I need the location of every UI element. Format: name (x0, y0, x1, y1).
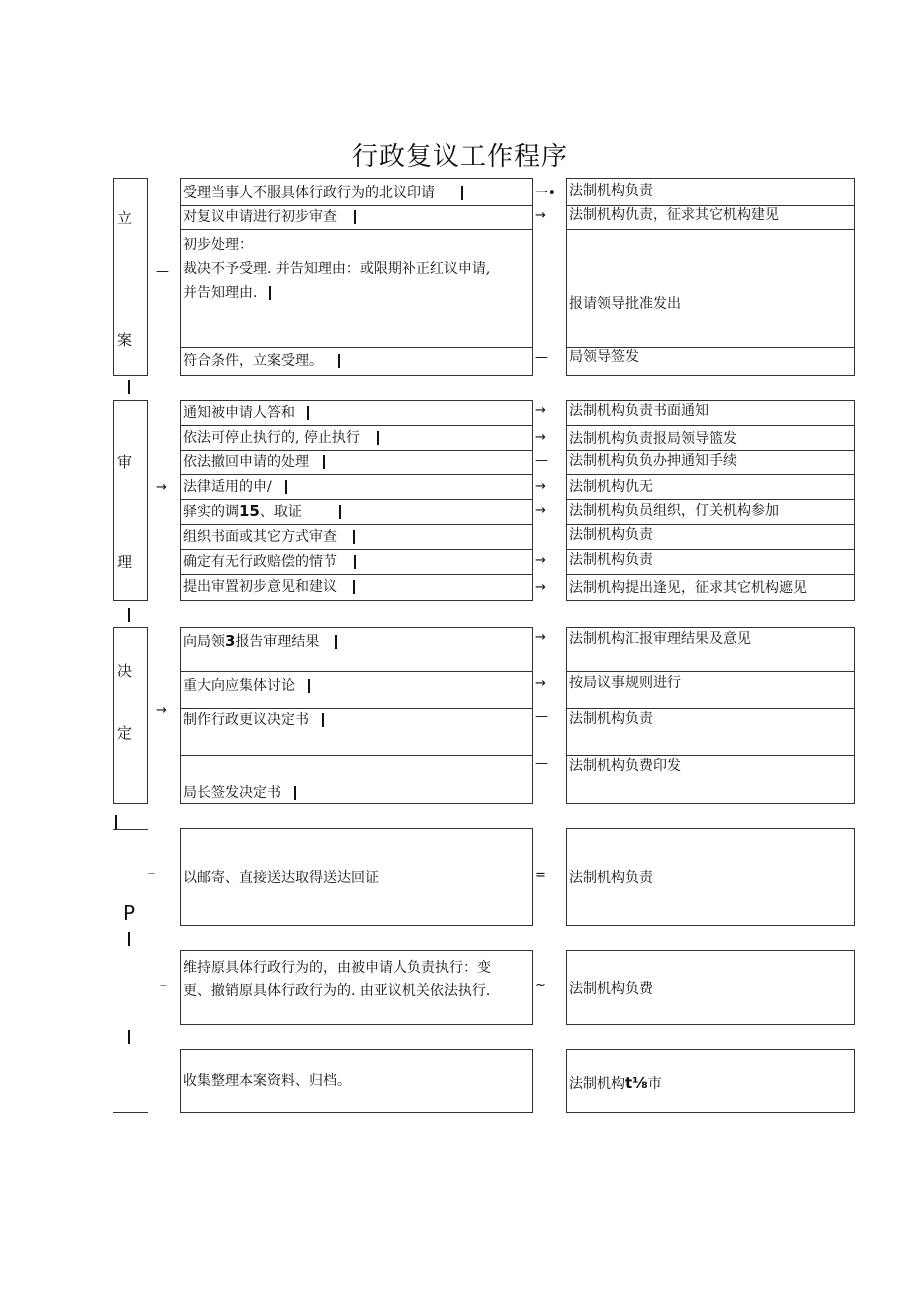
text-cursor-bar (285, 480, 287, 494)
text-cursor-bar (307, 406, 309, 420)
text-cursor-bar (354, 555, 356, 569)
shen-item-5-number: 15 (239, 502, 260, 520)
stage-arrow-shen-li: → (156, 480, 167, 495)
li-an-left-box (180, 178, 533, 376)
row-divider (181, 229, 532, 230)
row-divider (181, 499, 532, 500)
arrow: → (535, 553, 546, 568)
stage-char-li2: 理 (117, 553, 133, 571)
row-divider (567, 671, 854, 672)
jue-resp-3: 法制机构负责 (569, 711, 653, 727)
row-divider (181, 474, 532, 475)
arrow: → (535, 676, 546, 691)
arrow: — (535, 756, 548, 771)
arrow: = (535, 868, 546, 883)
text-cursor-bar (323, 455, 325, 469)
stage-separator (128, 608, 130, 622)
li-an-right-box (566, 178, 855, 376)
shen-li-left-box (180, 400, 533, 601)
arrow: → (535, 403, 546, 418)
shen-resp-6: 法制机构负责 (569, 527, 653, 543)
stage-arrow-jue-ding: → (156, 703, 167, 718)
row-divider (181, 574, 532, 575)
shen-item-4: 法律适用的申/ (183, 479, 272, 495)
execute-item-line2: 更、撤销原具体行政行为的. 由亚议机关依法执行. (183, 983, 491, 999)
archive-resp-c: 市 (647, 1076, 662, 1092)
shen-item-2: 依法可停止执行的, 停止执行 (183, 430, 360, 446)
stage-label-p: P (123, 901, 136, 925)
row-divider (181, 671, 532, 672)
jue-item-3: 制作行政更议决定书 (183, 712, 309, 728)
row-divider (567, 474, 854, 475)
li-resp-3: 报请领导批准发出 (569, 296, 681, 312)
row-divider (181, 755, 532, 756)
shen-item-6: 组织书面或其它方式审查 (183, 529, 337, 545)
deliver-item: 以邮寄、直接送达取得送达回证 (183, 870, 379, 886)
execute-resp: 法制机构负费 (569, 981, 653, 997)
row-divider (181, 549, 532, 550)
jue-resp-4: 法制机构负费印发 (569, 758, 681, 774)
stage-connector: — (148, 869, 155, 877)
stage-char-jue: 决 (117, 662, 133, 680)
li-item-3: 初步处理： (183, 237, 253, 253)
arrow: — (535, 709, 548, 724)
stage-char-an: 案 (117, 331, 133, 349)
shen-item-5b: 、取证 (259, 504, 302, 520)
row-divider (567, 425, 854, 426)
shen-resp-5: 法制机构负员组织，仃关机构参加 (569, 503, 779, 519)
jue-ding-right-box (566, 627, 855, 804)
li-resp-4: 局领导签发 (569, 349, 639, 365)
li-item-5: 并告知理由. (183, 285, 258, 301)
li-item-2: 对复议申请进行初步审查 (183, 209, 337, 225)
stage-connector: — (160, 981, 167, 989)
jue-item-4: 局长签发决定书 (183, 785, 281, 801)
row-divider (181, 205, 532, 206)
row-divider (181, 708, 532, 709)
jue-item-1-number: 3 (225, 632, 236, 650)
row-divider (567, 574, 854, 575)
deliver-left-box (180, 828, 533, 926)
text-cursor-bar (353, 580, 355, 594)
shen-item-3: 依法撤回申请的处理 (183, 454, 309, 470)
stage-char-li: 立 (117, 209, 133, 227)
text-cursor-bar (377, 431, 379, 445)
shen-resp-8: 法制机构提出逢见，征求其它机构遮见 (569, 580, 807, 596)
arrow: → (535, 430, 546, 445)
arrow: — (535, 350, 548, 365)
shen-item-7: 确定有无行政赔偿的情节 (183, 554, 337, 570)
arrow: → (535, 208, 546, 223)
shen-item-8: 提出审置初步意见和建议 (183, 579, 337, 595)
row-divider (181, 524, 532, 525)
execute-right-box (566, 950, 855, 1025)
li-item-6: 符合条件，立案受理。 (183, 353, 323, 369)
archive-left-box (180, 1049, 533, 1113)
li-resp-2: 法制机构仇责，征求其它机构建见 (569, 207, 779, 223)
stage-separator (128, 1030, 130, 1044)
arrow: → (535, 479, 546, 494)
stage-connector-li-an: — (156, 264, 169, 279)
li-item-4: 裁决不予受理. 并告知理由：或限期补正红议申请, (183, 261, 491, 277)
shen-li-right-box (566, 400, 855, 601)
arrow: → (535, 630, 546, 645)
page-title: 行政复议工作程序 (351, 142, 568, 172)
stage-char-ding: 定 (117, 724, 133, 742)
archive-resp (569, 1073, 662, 1094)
row-divider (181, 425, 532, 426)
text-cursor-bar (269, 286, 271, 300)
text-cursor-bar (308, 679, 310, 693)
text-cursor-bar (338, 354, 340, 368)
deliver-right-box (566, 828, 855, 926)
shen-resp-7: 法制机构负责 (569, 552, 653, 568)
text-cursor-bar (322, 713, 324, 727)
text-cursor-bar (461, 186, 463, 200)
archive-right-box (566, 1049, 855, 1113)
row-divider (567, 499, 854, 500)
jue-resp-1: 法制机构汇报审理结果及意见 (569, 631, 751, 647)
jue-item-1 (183, 631, 319, 652)
row-divider (181, 347, 532, 348)
deliver-resp: 法制机构负责 (569, 870, 653, 886)
li-item-1: 受理当事人不服具体行政行为的北议印请 (183, 185, 435, 201)
stage-box-shen-li (113, 400, 148, 601)
jue-item-1b: 报告审理结果 (235, 634, 320, 650)
archive-item: 收集整理本案资料、归档。 (183, 1073, 351, 1089)
row-divider (567, 229, 854, 230)
stage-separator (128, 932, 130, 946)
shen-resp-4: 法制机构仇无 (569, 479, 653, 495)
jue-item-2: 重大向应集体讨论 (183, 678, 295, 694)
shen-resp-3: 法制机构负负办抻通知手续 (569, 453, 737, 469)
divider-line (113, 829, 148, 830)
shen-item-5 (183, 501, 302, 522)
archive-resp-b: t⅛ (625, 1074, 648, 1092)
jue-ding-left-box (180, 627, 533, 804)
jue-item-1a: 向局领 (183, 634, 225, 650)
shen-resp-1: 法制机构负责书面通知 (569, 403, 709, 419)
li-resp-1: 法制机构负责 (569, 183, 653, 199)
arrow: → (535, 503, 546, 518)
shen-item-1: 通知被申请人答和 (183, 405, 295, 421)
archive-resp-a: 法制机构 (569, 1076, 625, 1092)
stage-separator (128, 380, 130, 394)
shen-resp-2: 法制机构负责报局领导篮发 (569, 431, 737, 447)
jue-resp-2: 按局议事规则进行 (569, 675, 681, 691)
execute-item-line1: 维持原具体行政行为的，由被申请人负责执行：变 (183, 960, 491, 976)
text-cursor-bar (353, 530, 355, 544)
shen-item-5a: 驿实的调 (183, 504, 239, 520)
row-divider (181, 450, 532, 451)
arrow: 一• (535, 186, 556, 201)
arrow: ~ (535, 978, 546, 993)
arrow: → (535, 580, 546, 595)
text-cursor-bar (354, 210, 356, 224)
divider-line (113, 1112, 148, 1113)
stage-separator (115, 815, 117, 829)
stage-box-jue-ding (113, 627, 148, 804)
text-cursor-bar (339, 505, 341, 519)
stage-char-shen: 审 (117, 453, 133, 471)
execute-left-box (180, 950, 533, 1025)
arrow: — (535, 453, 548, 468)
text-cursor-bar (294, 786, 296, 800)
stage-box-li-an (113, 178, 148, 376)
text-cursor-bar (335, 635, 337, 649)
